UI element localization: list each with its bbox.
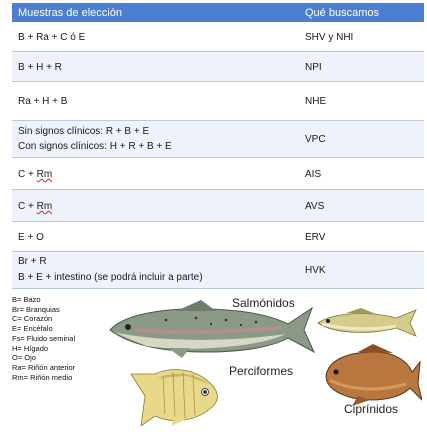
table-row: [12, 222, 424, 252]
table-row: [12, 190, 424, 222]
table-row: [12, 121, 424, 158]
legend-item: E= Encéfalo: [12, 324, 53, 334]
bream-illustration: [127, 366, 227, 426]
row-sample-line1: Br + R: [18, 256, 47, 267]
legend-item: C= Corazón: [12, 314, 53, 324]
row-sample: B + Ra + C ó E: [18, 32, 86, 43]
row-target: HVK: [305, 265, 326, 276]
legend-item: Fs= Fluido seminal: [12, 333, 76, 343]
row-target: NHE: [305, 96, 327, 107]
row-sample: C + Rm: [18, 201, 53, 212]
label-perciformes: Perciformes: [229, 364, 294, 378]
table-row: [12, 82, 424, 121]
row-target: AVS: [305, 201, 325, 212]
header-target: Qué buscamos: [305, 7, 379, 19]
table-row: [12, 158, 424, 190]
row-sample: E + O: [18, 232, 44, 243]
small-fish-illustration: [316, 308, 420, 338]
row-sample-line2: Con signos clínicos: H + R + B + E: [18, 141, 172, 152]
table-row: [12, 52, 424, 82]
legend-item: Br= Branquias: [12, 304, 60, 314]
row-target: VPC: [305, 134, 326, 145]
row-sample: C + Rm: [18, 169, 53, 180]
legend-item: B= Bazo: [12, 295, 41, 304]
table-row: [12, 22, 424, 52]
carp-illustration: [318, 344, 422, 406]
row-sample-line2: B + E + intestino (se podrá incluir a parte): [18, 272, 203, 283]
label-salmonidos: Salmónidos: [232, 296, 295, 310]
legend-item: H= Hígado: [12, 343, 49, 353]
row-target: SHV y NHI: [305, 32, 354, 43]
table-header: [12, 3, 424, 22]
sample-table: [12, 3, 424, 283]
row-target: NPI: [305, 62, 322, 73]
row-sample: B + H + R: [18, 62, 62, 73]
abbreviation-legend: [12, 295, 75, 382]
header-samples: Muestras de elección: [18, 7, 122, 19]
row-sample-line1: Sin signos clínicos: R + B + E: [18, 126, 150, 137]
row-target: ERV: [305, 232, 326, 243]
label-ciprinidos: Ciprínidos: [344, 402, 399, 416]
legend-item: Ra= Riñón anterior: [12, 362, 76, 372]
row-target: AIS: [305, 169, 322, 180]
legend-item: Rm= Riñón medio: [12, 372, 73, 382]
row-sample: Ra + H + B: [18, 96, 68, 107]
legend-item: O= Ojo: [12, 353, 36, 363]
table-row: [12, 252, 424, 289]
